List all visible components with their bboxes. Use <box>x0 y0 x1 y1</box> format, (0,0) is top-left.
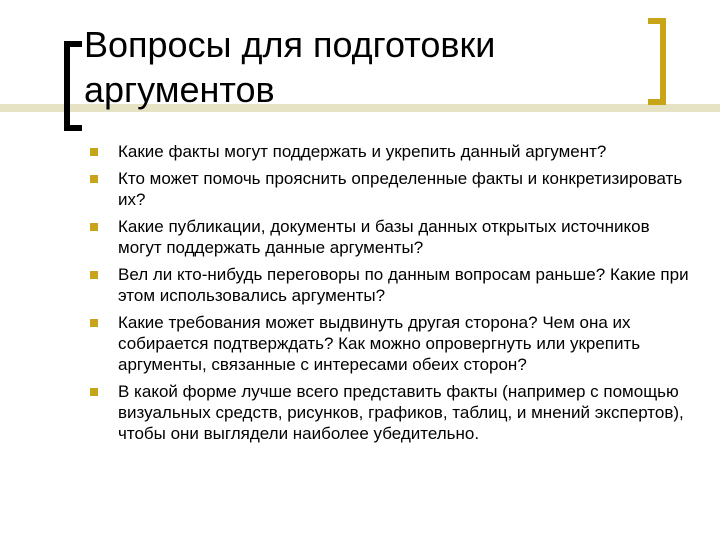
bullet-item <box>90 168 690 210</box>
bullet-item <box>90 312 690 375</box>
left-bracket-decoration <box>64 41 70 131</box>
left-bracket-bottom-serif <box>64 125 82 131</box>
bullet-text: Вел ли кто-нибудь переговоры по данным вопросам раньше? Какие при этом использовались аргументы? <box>118 265 689 305</box>
square-bullet-icon <box>90 388 98 396</box>
square-bullet-icon <box>90 175 98 183</box>
bullet-item <box>90 141 690 162</box>
right-bracket-top-serif <box>648 18 666 24</box>
bullet-text: Какие факты могут поддержать и укрепить данный аргумент? <box>118 142 607 161</box>
bullet-text: В какой форме лучше всего представить факты (например с помощью визуальных средств, рисунков, графиков, таблиц, и мнений экспертов), чтобы они выглядели наиболее убедительно. <box>118 382 684 443</box>
square-bullet-icon <box>90 223 98 231</box>
bullet-text: Какие требования может выдвинуть другая сторона? Чем она их собирается подтверждать? Как можно опровергнуть или укрепить аргументы, связанные с интересами обеих сторон? <box>118 313 641 374</box>
bullet-item <box>90 381 690 444</box>
bullet-item <box>90 264 690 306</box>
square-bullet-icon <box>90 148 98 156</box>
square-bullet-icon <box>90 319 98 327</box>
slide-title: Вопросы для подготовки аргументов <box>84 24 496 110</box>
bullet-list <box>90 141 690 450</box>
bullet-item <box>90 216 690 258</box>
square-bullet-icon <box>90 271 98 279</box>
bullet-text: Кто может помочь прояснить определенные факты и конкретизировать их? <box>118 169 683 209</box>
left-bracket-top-serif <box>64 41 82 47</box>
right-bracket-bottom-serif <box>648 99 666 105</box>
bullet-text: Какие публикации, документы и базы данных открытых источников могут поддержать данные аргументы? <box>118 217 650 257</box>
right-bracket-decoration <box>660 18 666 105</box>
